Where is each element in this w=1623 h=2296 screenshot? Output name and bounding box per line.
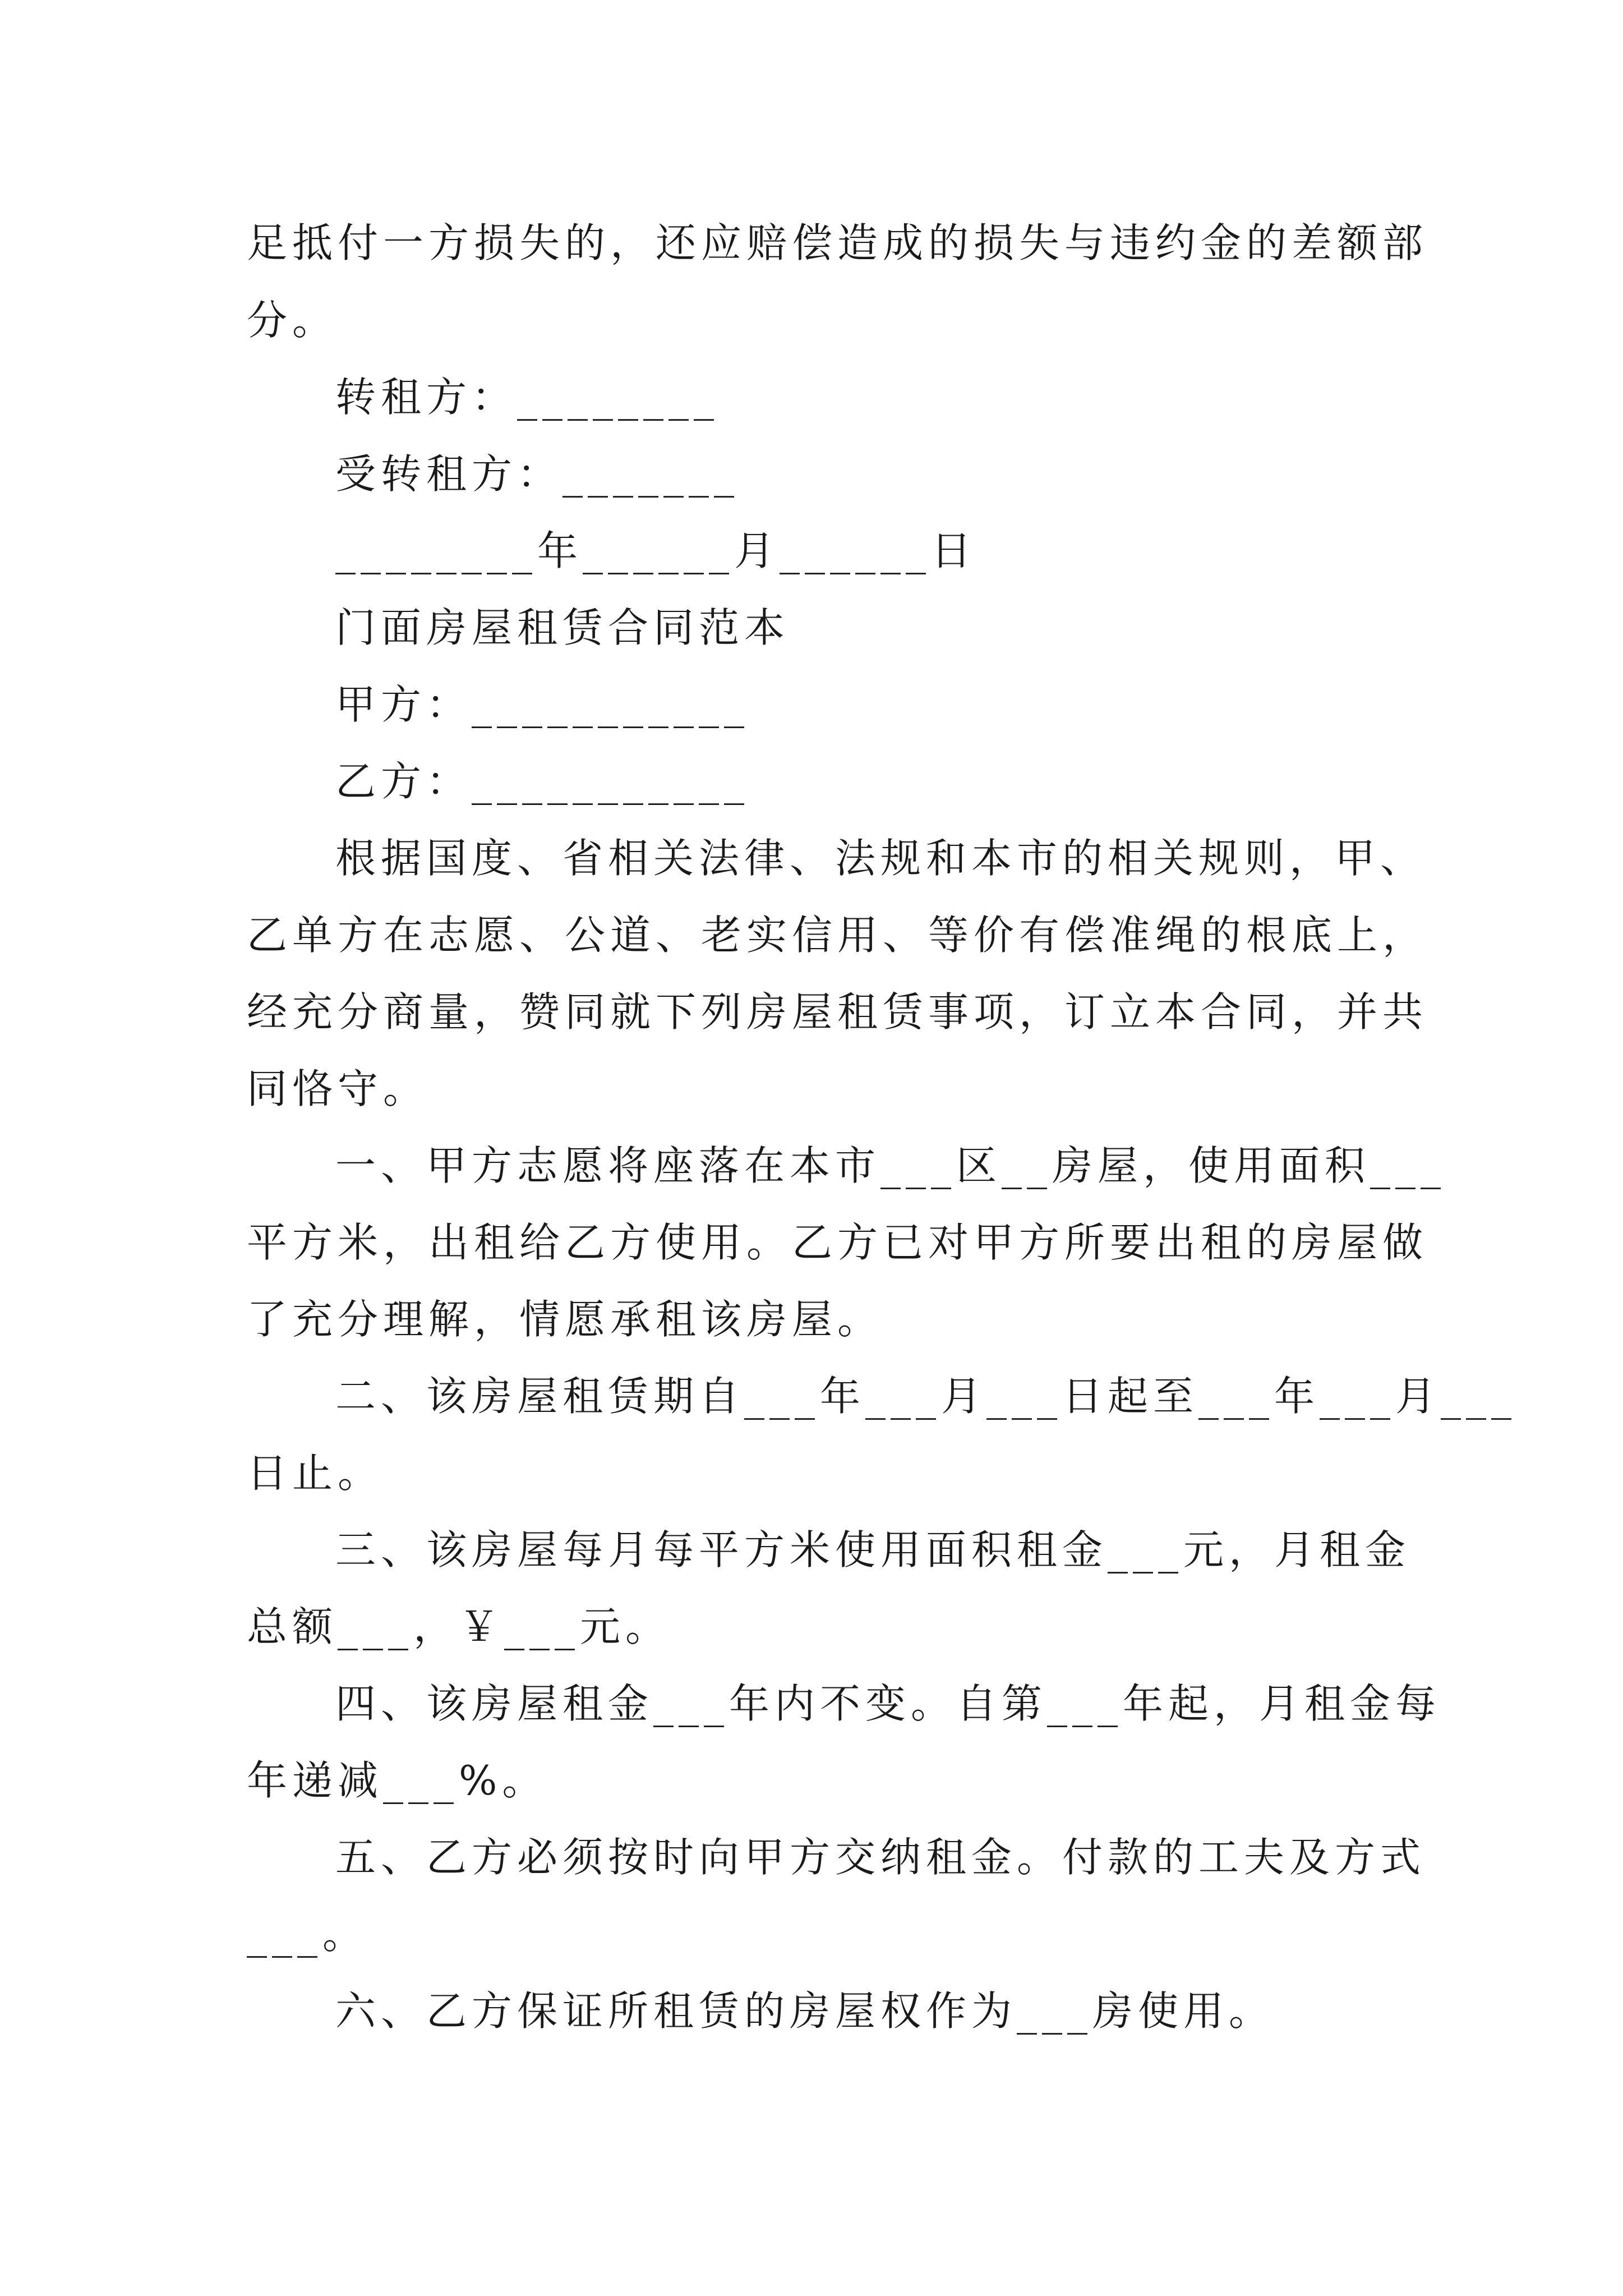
section-title: 门面房屋租赁合同范本 bbox=[335, 604, 790, 651]
preamble-line-3: 经充分商量，赞同就下列房屋租赁事项，订立本合同，并共 bbox=[247, 988, 1428, 1036]
clause-1-line-1: 一、甲方志愿将座落在本市___区__房屋，使用面积___ bbox=[335, 1142, 1446, 1189]
text-line-1: 足抵付一方损失的，还应赔偿造成的损失与违约金的差额部 bbox=[247, 219, 1428, 266]
preamble-line-2: 乙单方在志愿、公道、老实信用、等价有偿准绳的根底上， bbox=[247, 912, 1428, 959]
date-line: ________年______月______日 bbox=[335, 527, 976, 574]
clause-1-line-3: 了充分理解，情愿承租该房屋。 bbox=[247, 1296, 883, 1343]
preamble-line-1: 根据国度、省相关法律、法规和本市的相关规则，甲、 bbox=[335, 835, 1426, 882]
clause-5-line-2: ___。 bbox=[247, 1911, 368, 1958]
party-a-line: 甲方：___________ bbox=[335, 681, 750, 728]
preamble-line-4: 同恪守。 bbox=[247, 1065, 429, 1112]
text-line-2: 分。 bbox=[247, 297, 338, 344]
clause-2-line-2: 日止。 bbox=[247, 1450, 384, 1497]
clause-5-line-1: 五、乙方必须按时向甲方交纳租金。付款的工夫及方式 bbox=[335, 1834, 1426, 1881]
clause-2-line-1: 二、该房屋租赁期自___年___月___日起至___年___月___ bbox=[335, 1373, 1517, 1420]
clause-6-line-1: 六、乙方保证所租赁的房屋权作为___房使用。 bbox=[335, 1987, 1275, 2035]
sublessor-signature-line: 转租方：________ bbox=[335, 374, 720, 421]
party-b-line: 乙方：___________ bbox=[335, 758, 750, 805]
sublessee-signature-line: 受转租方：_______ bbox=[335, 450, 740, 498]
clause-1-line-2: 平方米，出租给乙方使用。乙方已对甲方所要出租的房屋做 bbox=[247, 1219, 1428, 1266]
clause-4-line-2: 年递减___%。 bbox=[247, 1757, 548, 1804]
clause-3-line-2: 总额___，￥___元。 bbox=[247, 1603, 671, 1650]
clause-4-line-1: 四、该房屋租金___年内不变。自第___年起，月租金每 bbox=[335, 1680, 1441, 1727]
clause-3-line-1: 三、该房屋每月每平方米使用面积租金___元，月租金 bbox=[335, 1526, 1411, 1573]
